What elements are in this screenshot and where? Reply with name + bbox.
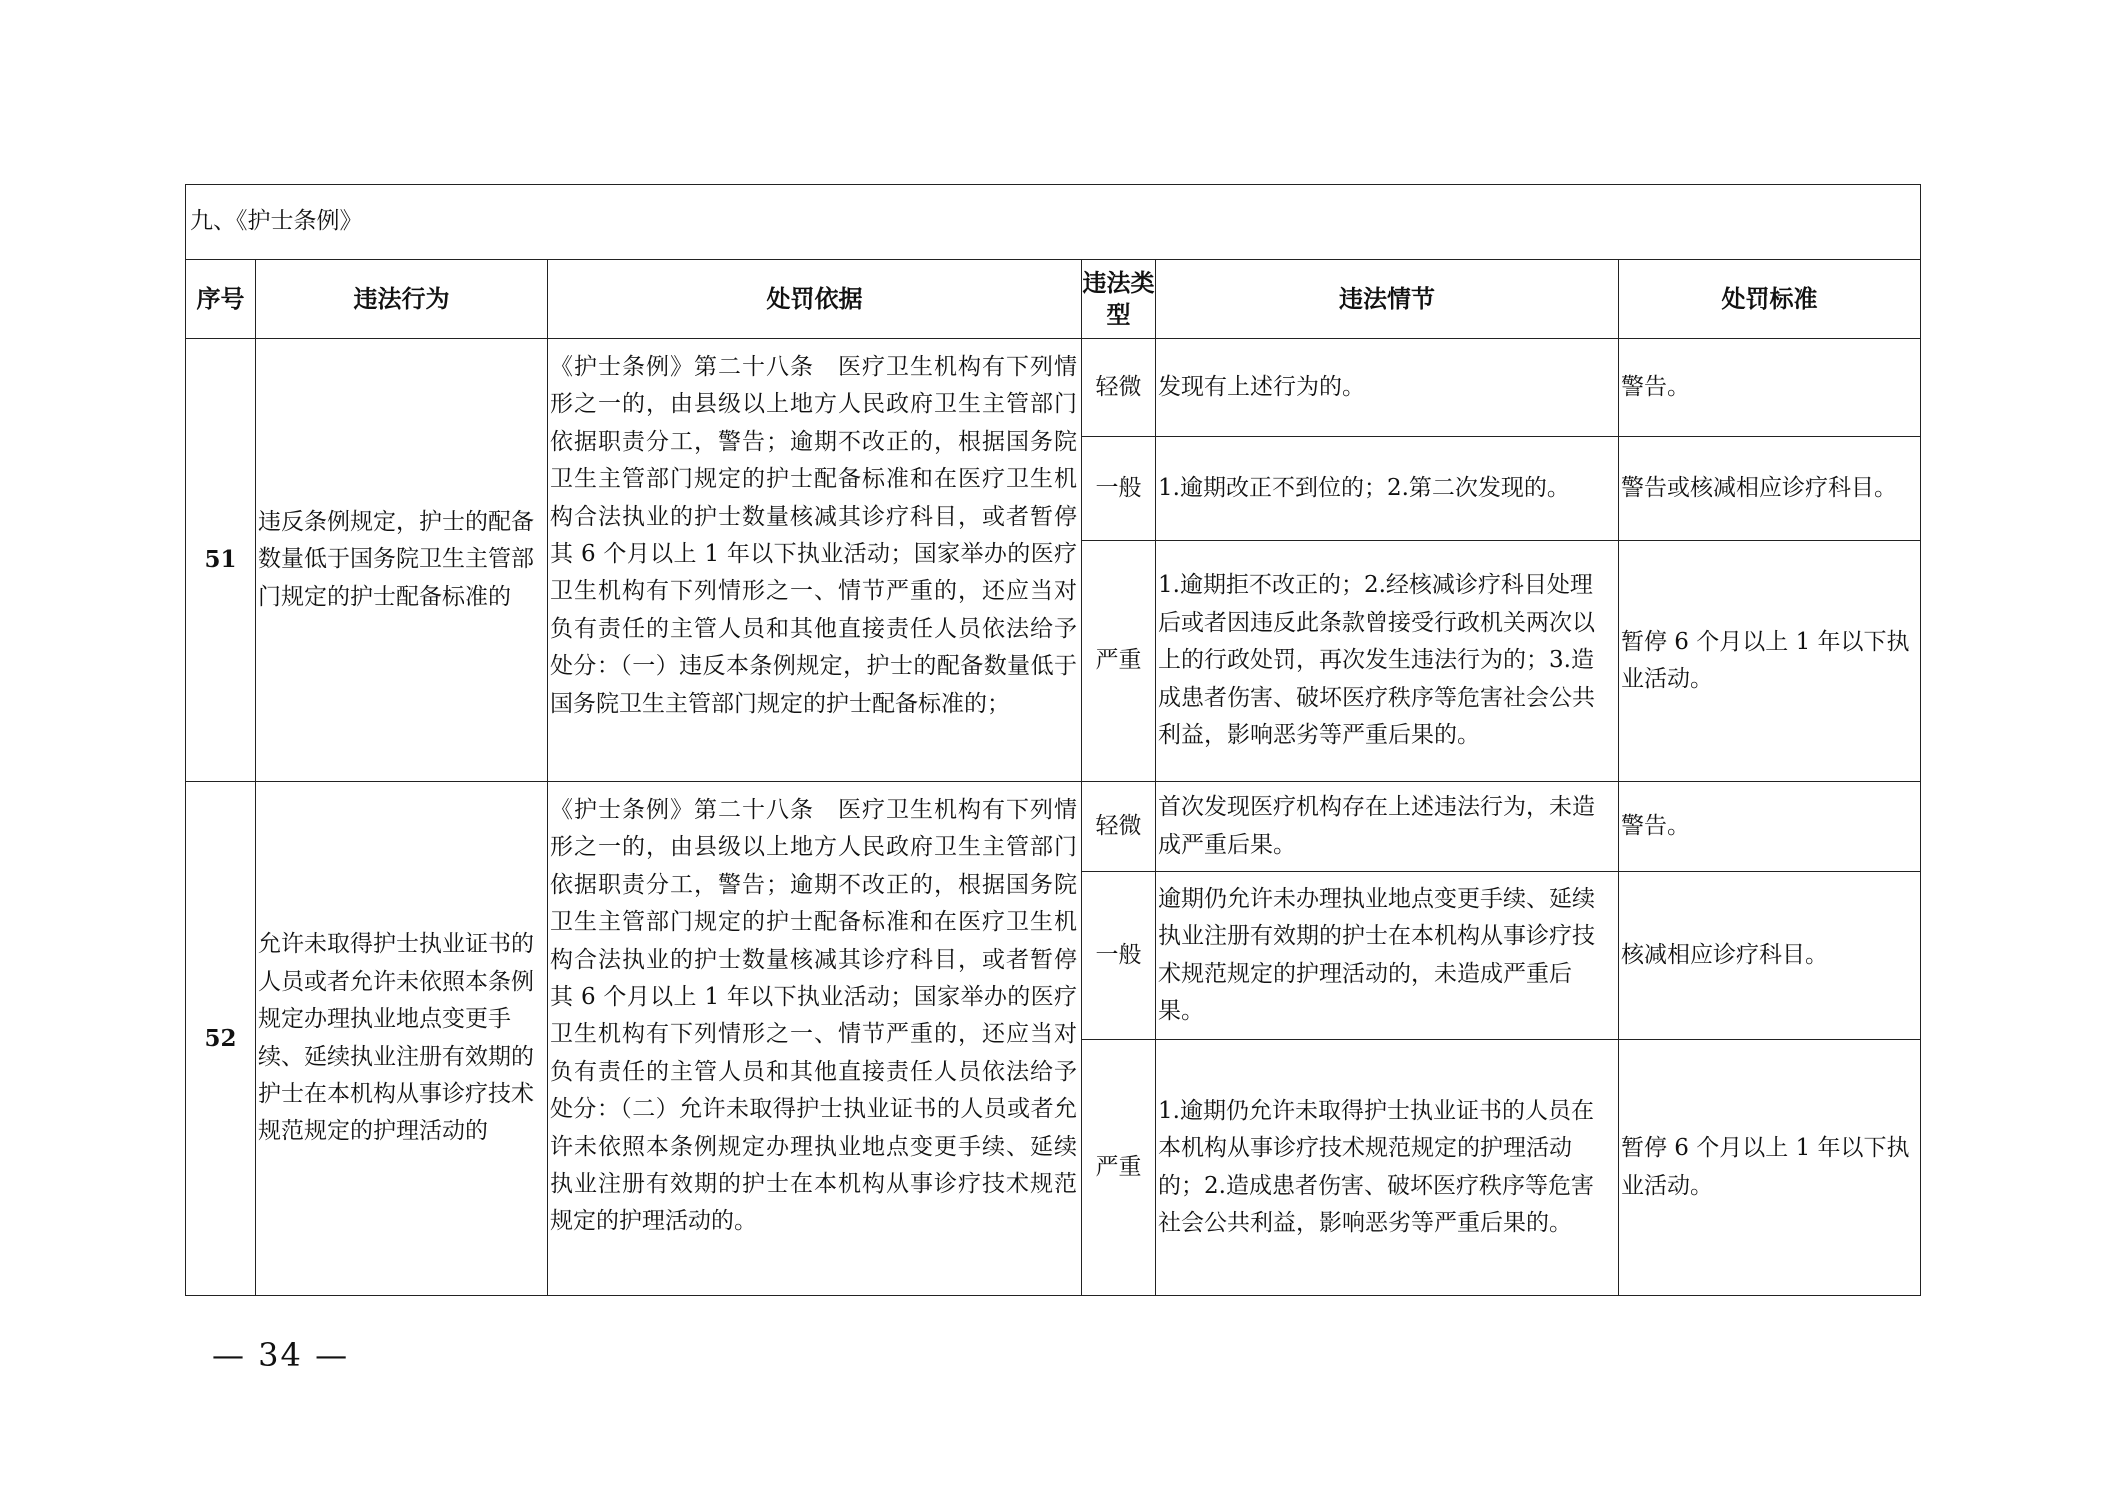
section-title-row [186,185,1921,260]
penalty-table [185,184,1921,1296]
header-row [186,260,1921,339]
violation-circumstance: 1.逾期仍允许未取得护士执业证书的人员在本机构从事诊疗技术规范规定的护理活动的；2.造成患者伤害、破坏医疗秩序等危害社会公共利益，影响恶劣等严重后果的。 [1156,1040,1619,1296]
header-standard: 处罚标准 [1619,260,1921,339]
item-seq: 51 [186,339,256,782]
page-number: — 34 — [212,1336,350,1374]
penalty-standard: 警告。 [1619,782,1921,872]
item-basis: 《护士条例》第二十八条 医疗卫生机构有下列情形之一的，由县级以上地方人民政府卫生主管部门依据职责分工，警告；逾期不改正的，根据国务院卫生主管部门规定的护士配备标准和在医疗卫生机构合法执业的护士数量核减其诊疗科目，或者暂停其 6 个月以上 1 年以下执业活动；国家举办的医疗卫生机构有下列情形之一、情节严重的，还应当对负有责任的主管人员和其他直接责任人员依法给予处分：（一）违反本条例规定，护士的配备数量低于国务院卫生主管部门规定的护士配备标准的； [548,339,1082,782]
header-basis: 处罚依据 [548,260,1082,339]
item-behavior: 允许未取得护士执业证书的人员或者允许未依照本条例规定办理执业地点变更手续、延续执业注册有效期的护士在本机构从事诊疗技术规范规定的护理活动的 [256,782,548,1296]
violation-type: 一般 [1082,437,1156,541]
penalty-standard: 暂停 6 个月以上 1 年以下执业活动。 [1619,1040,1921,1296]
violation-type: 严重 [1082,1040,1156,1296]
table-row [186,782,1921,872]
item-seq: 52 [186,782,256,1296]
violation-circumstance: 发现有上述行为的。 [1156,339,1619,437]
section-title: 九、《护士条例》 [186,185,1921,260]
penalty-standard: 警告。 [1619,339,1921,437]
item-behavior: 违反条例规定，护士的配备数量低于国务院卫生主管部门规定的护士配备标准的 [256,339,548,782]
penalty-standard: 警告或核减相应诊疗科目。 [1619,437,1921,541]
header-type: 违法类型 [1082,260,1156,339]
violation-type: 一般 [1082,872,1156,1040]
violation-type: 轻微 [1082,782,1156,872]
table-row [186,339,1921,437]
violation-type: 严重 [1082,541,1156,782]
header-seq: 序号 [186,260,256,339]
violation-circumstance: 1.逾期改正不到位的；2.第二次发现的。 [1156,437,1619,541]
violation-circumstance: 逾期仍允许未办理执业地点变更手续、延续执业注册有效期的护士在本机构从事诊疗技术规范规定的护理活动的，未造成严重后果。 [1156,872,1619,1040]
penalty-standard: 核减相应诊疗科目。 [1619,872,1921,1040]
item-basis: 《护士条例》第二十八条 医疗卫生机构有下列情形之一的，由县级以上地方人民政府卫生主管部门依据职责分工，警告；逾期不改正的，根据国务院卫生主管部门规定的护士配备标准和在医疗卫生机构合法执业的护士数量核减其诊疗科目，或者暂停其 6 个月以上 1 年以下执业活动；国家举办的医疗卫生机构有下列情形之一、情节严重的，还应当对负有责任的主管人员和其他直接责任人员依法给予处分：（二）允许未取得护士执业证书的人员或者允许未依照本条例规定办理执业地点变更手续、延续执业注册有效期的护士在本机构从事诊疗技术规范规定的护理活动的。 [548,782,1082,1296]
violation-circumstance: 首次发现医疗机构存在上述违法行为，未造成严重后果。 [1156,782,1619,872]
violation-circumstance: 1.逾期拒不改正的；2.经核减诊疗科目处理后或者因违反此条款曾接受行政机关两次以上的行政处罚，再次发生违法行为的；3.造成患者伤害、破坏医疗秩序等危害社会公共利益，影响恶劣等严重后果的。 [1156,541,1619,782]
header-behavior: 违法行为 [256,260,548,339]
penalty-standard: 暂停 6 个月以上 1 年以下执业活动。 [1619,541,1921,782]
violation-type: 轻微 [1082,339,1156,437]
header-circumstance: 违法情节 [1156,260,1619,339]
